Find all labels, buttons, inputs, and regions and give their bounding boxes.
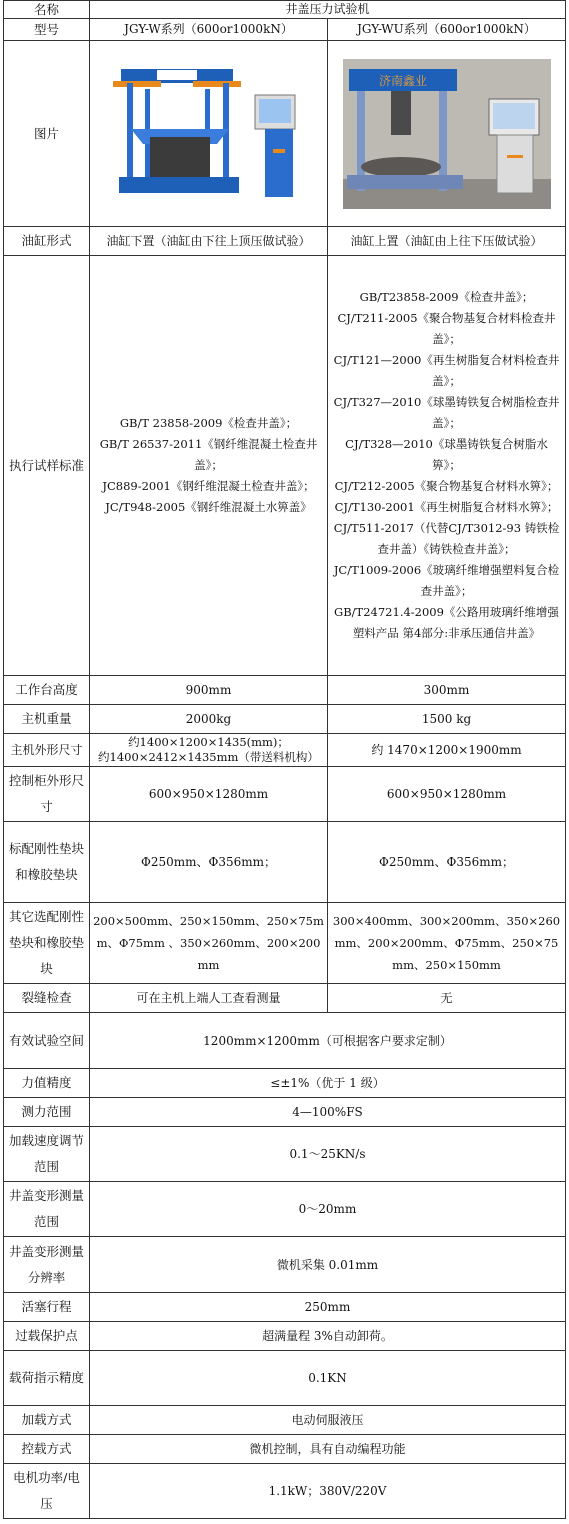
label-accuracy: 力值精度	[4, 1069, 90, 1098]
label-deform-res: 井盖变形测量分辨率	[4, 1237, 90, 1293]
label-std-pad: 标配刚性垫块和橡胶垫块	[4, 822, 90, 903]
value-table-height-wu: 300mm	[328, 676, 566, 705]
standard-wu-item: JC/T1009-2006《玻璃纤维增强塑料复合检查井盖》；	[333, 563, 560, 598]
value-opt-pad-wu: 300×400mm、300×200mm、350×260mm、200×200mm、Φ75mm、250×75mm、250×150mm	[328, 903, 566, 984]
label-load-mode: 加载方式	[4, 1406, 90, 1435]
value-range: 4—100%FS	[90, 1098, 566, 1127]
standard-wu-item: CJ/T121—2000《再生树脂复合材料检查井盖》；	[333, 353, 560, 388]
label-cabinet-size: 控制柜外形尺寸	[4, 767, 90, 822]
value-space: 1200mm×1200mm（可根据客户要求定制）	[90, 1013, 566, 1069]
spec-table	[3, 0, 566, 1519]
value-deform-range: 0～20mm	[90, 1182, 566, 1237]
machine-wu-photo	[343, 59, 551, 209]
value-cabinet-size-wu: 600×950×1280mm	[328, 767, 566, 822]
label-overload: 过载保护点	[4, 1322, 90, 1351]
value-overload: 超满量程 3%自动卸荷。	[90, 1322, 566, 1351]
label-opt-pad: 其它选配刚性垫块和橡胶垫块	[4, 903, 90, 984]
label-load-acc: 载荷指示精度	[4, 1351, 90, 1406]
value-cabinet-size-w: 600×950×1280mm	[90, 767, 328, 822]
image-cell-wu	[328, 41, 566, 227]
value-model-w: JGY-W系列（600or1000kN）	[90, 19, 328, 41]
host-size-w-line1: 约1400×1200×1435(mm)；	[128, 735, 289, 749]
standard-w-item: JC889-2001《钢纤维混凝土检查井盖》；	[102, 479, 315, 493]
label-range: 测力范围	[4, 1098, 90, 1127]
image-cell-w	[90, 41, 328, 227]
standard-wu-item: CJ/T211-2005《聚合物基复合材料检查井盖》；	[337, 311, 556, 346]
standard-w-item: GB/T 26537-2011《钢纤维混凝土检查井盖》；	[99, 437, 318, 472]
standard-wu-item: GB/T24721.4-2009《公路用玻璃纤维增强塑料产品 第4部分:非承压通信井盖》	[334, 605, 559, 640]
value-std-pad-wu: Φ250mm、Φ356mm；	[328, 822, 566, 903]
label-table-height: 工作台高度	[4, 676, 90, 705]
value-deform-res: 微机采集 0.01mm	[90, 1237, 566, 1293]
label-image: 图片	[4, 41, 90, 227]
value-standard-w	[90, 256, 328, 676]
standard-wu-item: CJ/T327—2010《球墨铸铁复合树脂检查井盖》；	[333, 395, 560, 430]
label-space: 有效试验空间	[4, 1013, 90, 1069]
label-standard: 执行试样标准	[4, 256, 90, 676]
standard-wu-item: CJ/T130-2001《再生树脂复合材料水箅》；	[334, 500, 559, 514]
value-table-height-w: 900mm	[90, 676, 328, 705]
value-std-pad-w: Φ250mm、Φ356mm；	[90, 822, 328, 903]
standard-wu-item: GB/T23858-2009《检查井盖》；	[359, 290, 534, 304]
label-speed: 加载速度调节范围	[4, 1127, 90, 1182]
value-speed: 0.1～25KN/s	[90, 1127, 566, 1182]
value-crack-w: 可在主机上端人工查看测量	[90, 984, 328, 1013]
value-model-wu: JGY-WU系列（600or1000kN）	[328, 19, 566, 41]
label-cylinder: 油缸形式	[4, 227, 90, 256]
value-cylinder-w: 油缸下置（油缸由下往上顶压做试验）	[90, 227, 328, 256]
standard-w-item: JC/T948-2005《钢纤维混凝土水箅盖》	[105, 500, 312, 514]
value-cylinder-wu: 油缸上置（油缸由上往下压做试验）	[328, 227, 566, 256]
value-load-acc: 0.1KN	[90, 1351, 566, 1406]
label-crack: 裂缝检查	[4, 984, 90, 1013]
machine-w-photo	[105, 59, 313, 209]
label-name: 名称	[4, 1, 90, 19]
value-control: 微机控制，具有自动编程功能	[90, 1435, 566, 1464]
value-host-size-wu: 约 1470×1200×1900mm	[328, 734, 566, 767]
value-stroke: 250mm	[90, 1293, 566, 1322]
value-power: 1.1kW；380V/220V	[90, 1464, 566, 1519]
value-weight-w: 2000kg	[90, 705, 328, 734]
value-host-size-w	[90, 734, 328, 767]
label-model: 型号	[4, 19, 90, 41]
standard-wu-item: CJ/T328—2010《球墨铸铁复合树脂水箅》；	[345, 437, 548, 472]
label-stroke: 活塞行程	[4, 1293, 90, 1322]
host-size-w-line2: 约1400×2412×1435mm（带送料机构）	[98, 750, 319, 764]
label-host-size: 主机外形尺寸	[4, 734, 90, 767]
standard-w-item: GB/T 23858-2009《检查井盖》；	[119, 416, 298, 430]
label-control: 控载方式	[4, 1435, 90, 1464]
label-power: 电机功率/电压	[4, 1464, 90, 1519]
label-weight: 主机重量	[4, 705, 90, 734]
value-crack-wu: 无	[328, 984, 566, 1013]
standard-wu-item: CJ/T511-2017（代替CJ/T3012-93 铸铁检查井盖）《铸铁检查井盖》；	[333, 521, 560, 556]
value-opt-pad-w: 200×500mm、250×150mm、250×75mm、Φ75mm 、350×260mm、200×200mm	[90, 903, 328, 984]
standard-wu-item: CJ/T212-2005《聚合物基复合材料水箅》；	[334, 479, 559, 493]
value-load-mode: 电动伺服液压	[90, 1406, 566, 1435]
value-accuracy: ≤±1%（优于 1 级）	[90, 1069, 566, 1098]
machine-sign-text: 济南鑫业	[378, 73, 427, 88]
value-weight-wu: 1500 kg	[328, 705, 566, 734]
label-deform-range: 井盖变形测量范围	[4, 1182, 90, 1237]
value-name: 井盖压力试验机	[90, 1, 566, 19]
value-standard-wu	[328, 256, 566, 676]
